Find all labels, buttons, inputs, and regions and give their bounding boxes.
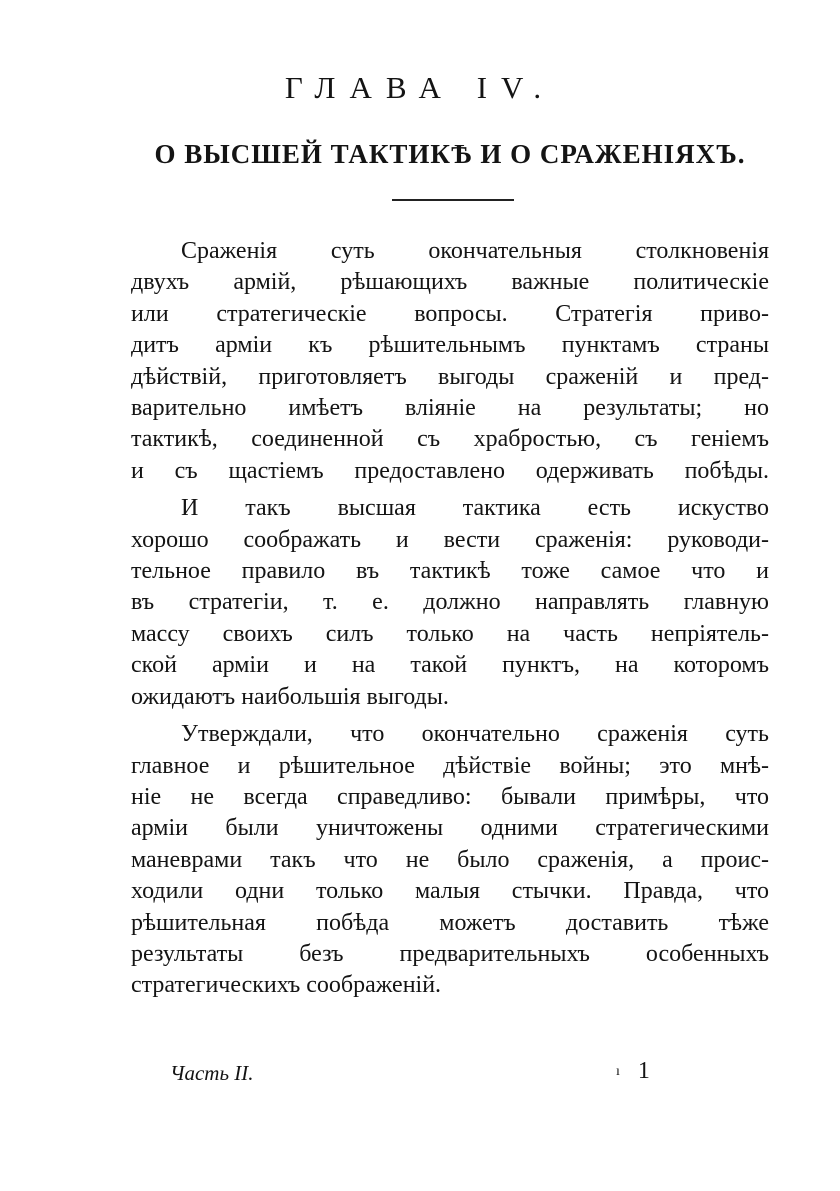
printer-mark: ı [616,1064,620,1080]
text-line: хорошо соображать и вести сраженія: руководи- [131,526,769,553]
text-line: стратегическихъ соображеній. [131,972,442,999]
paragraph-1 [131,236,769,487]
text-line: въ стратегіи, т. е. должно направлять главную [131,589,769,616]
text-line: результаты безъ предварительныхъ особенныхъ [131,940,769,967]
text-line: арміи были уничтожены одними стратегическими [131,815,769,842]
text-line: ходили одни только малыя стычки. Правда, что [131,878,769,905]
title-divider [392,199,514,201]
body-text [131,236,769,1002]
section-title: О ВЫСШЕЙ ТАКТИКѢ И О СРАЖЕНІЯХЪ. [154,139,746,169]
text-line: массу своихъ силъ только на часть непріятель- [131,620,769,647]
chapter-title: ГЛАВА IV. [284,70,556,105]
paragraph-2 [131,493,769,713]
text-line: маневрами такъ что не было сраженія, а проис- [131,846,769,873]
paragraph-3 [131,719,769,1002]
text-line: Сраженія суть окончательныя столкновенія [181,238,769,264]
text-line: двухъ армій, рѣшающихъ важные политическіе [131,269,769,296]
page-number-block [616,1058,650,1085]
text-line: варительно имѣетъ вліяніе на результаты; но [131,395,769,422]
text-line: рѣшительная побѣда можетъ доставить тѣже [131,909,769,936]
text-line: ожидаютъ наибольшія выгоды. [131,683,449,710]
text-line: И такъ высшая тактика есть искуство [181,495,769,522]
text-line: тактикѣ, соединенной съ храбростью, съ геніемъ [131,426,769,453]
text-line: дитъ арміи къ рѣшительнымъ пунктамъ страны [131,332,769,359]
text-line: или стратегическіе вопросы. Стратегія приво- [131,300,769,327]
text-line: дѣйствій, приготовляетъ выгоды сраженій и пред- [131,363,769,390]
text-line: Утверждали, что окончательно сраженія суть [181,721,769,748]
text-line: главное и рѣшительное дѣйствіе войны; это мнѣ- [131,752,769,779]
page-number: 1 [637,1058,650,1084]
signature-mark: Часть II. [170,1061,254,1085]
text-line: тельное правило въ тактикѣ тоже самое что и [131,558,769,585]
text-line: и съ щастіемъ предоставлено одерживать побѣды. [131,457,769,484]
text-line: ніе не всегда справедливо: бывали примѣры, что [131,783,769,810]
text-line: ской арміи и на такой пунктъ, на которомъ [131,652,769,679]
